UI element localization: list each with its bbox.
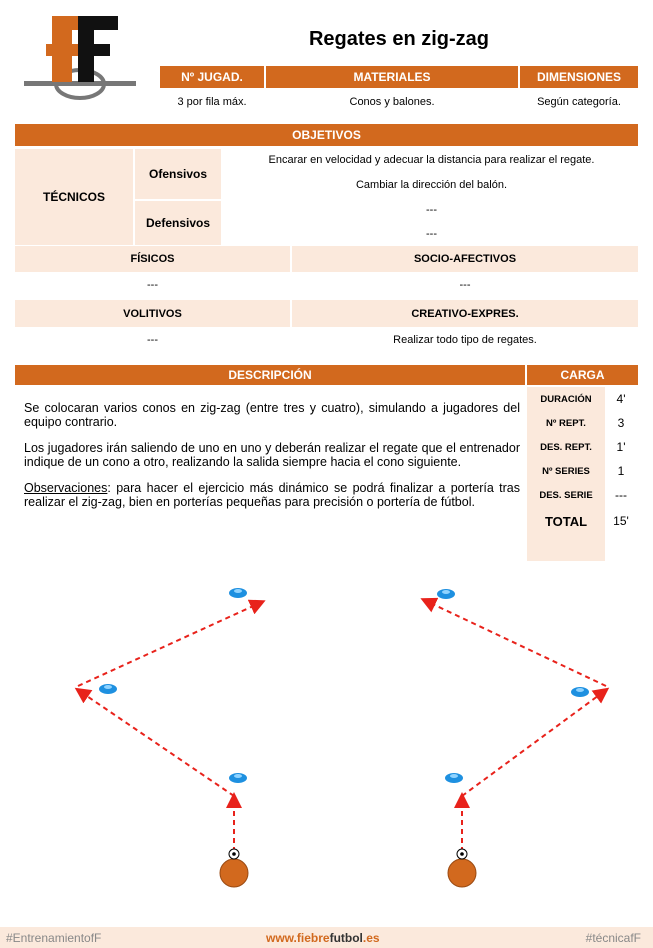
header-materiales: MATERIALES xyxy=(266,66,518,88)
carga-label-total: TOTAL xyxy=(544,513,588,529)
cone-icon xyxy=(99,684,117,694)
creativo-label: CREATIVO-EXPRES. xyxy=(292,300,638,327)
cone-icon xyxy=(445,773,463,783)
socio-label: SOCIO-AFECTIVOS xyxy=(292,246,638,272)
carga-value: 1' xyxy=(616,440,626,454)
ofensivos-line-1: Encarar en velocidad y adecuar la distancia para realizar el regate. xyxy=(268,154,595,166)
cone-icon xyxy=(229,588,247,598)
tecnicos-label: TÉCNICOS xyxy=(15,149,133,245)
volitivos-value: --- xyxy=(147,334,158,346)
carga-value: --- xyxy=(615,488,627,502)
observaciones-label: Observaciones xyxy=(24,481,108,495)
header-dimensiones: DIMENSIONES xyxy=(520,66,638,88)
page-title: Regates en zig-zag xyxy=(308,28,490,50)
descripcion-p1: Se colocaran varios conos en zig-zag (entre tres y cuatro), simulando a jugadores del equipo contrario. xyxy=(24,401,520,429)
defensivos-line-1: --- xyxy=(426,204,437,216)
player-icon xyxy=(448,849,476,887)
fisicos-label: FÍSICOS xyxy=(15,246,290,272)
carga-table xyxy=(527,387,638,561)
carga-label: DES. REPT. xyxy=(540,441,592,453)
drill-diagram xyxy=(0,570,653,900)
carga-value: 4' xyxy=(616,392,626,406)
player-icon xyxy=(220,849,248,887)
players xyxy=(220,849,476,887)
descripcion-header: DESCRIPCIÓN xyxy=(15,365,525,385)
carga-label: Nº SERIES xyxy=(542,465,590,477)
fisicos-value: --- xyxy=(147,279,158,291)
carga-value: 1 xyxy=(617,464,625,478)
cone-icon xyxy=(437,589,455,599)
footer-website-c: .es xyxy=(362,931,380,945)
carga-label: DURACIÓN xyxy=(540,393,592,405)
descripcion-body xyxy=(24,401,520,521)
ofensivos-line-2: Cambiar la dirección del balón. xyxy=(355,179,508,191)
footer-website xyxy=(266,931,380,945)
carga-row xyxy=(527,483,637,507)
cone-icon xyxy=(571,687,589,697)
carga-row xyxy=(527,411,637,435)
volitivos-label: VOLITIVOS xyxy=(15,300,290,327)
defensivos-line-2: --- xyxy=(426,228,437,240)
value-materiales: Conos y balones. xyxy=(349,96,435,108)
carga-row xyxy=(527,387,637,411)
objetivos-header: OBJETIVOS xyxy=(15,124,638,146)
carga-label: Nº REPT. xyxy=(546,417,586,429)
carga-row xyxy=(527,435,637,459)
header-jugadores: Nº JUGAD. xyxy=(160,66,264,88)
carga-header: CARGA xyxy=(527,365,638,385)
descripcion-p2: Los jugadores irán saliendo de uno en uno y deberán realizar el regate que el entrenador indique de un cono a otro, realizando la salida siempre hacia el cono siguiente. xyxy=(24,441,520,469)
carga-value: 3 xyxy=(617,416,625,430)
cone-icon xyxy=(229,773,247,783)
carga-row-total xyxy=(527,509,637,533)
carga-row xyxy=(527,459,637,483)
logo xyxy=(22,12,140,116)
footer-website-b: futbol xyxy=(329,931,363,945)
descripcion-obs xyxy=(24,481,520,509)
footer-hashtag-right: #técnicafF xyxy=(585,931,641,945)
value-jugadores: 3 por fila máx. xyxy=(177,96,247,108)
logo-graphic xyxy=(22,12,140,116)
footer-hashtag-left: #EntrenamientofF xyxy=(6,931,102,945)
observaciones-text: : para hacer el ejercicio más dinámico se podrá finalizar a portería tras realizar el zig-zag, bien en porterías pequeñas para precisión o portería de fútbol. xyxy=(24,481,520,509)
footer-website-a: www.fiebre xyxy=(266,931,330,945)
creativo-value: Realizar todo tipo de regates. xyxy=(393,334,537,346)
diagram-svg xyxy=(0,570,653,900)
ofensivos-label: Ofensivos xyxy=(135,149,221,199)
carga-value-total: 15' xyxy=(613,514,629,528)
value-dimensiones: Según categoría. xyxy=(537,96,621,108)
defensivos-label: Defensivos xyxy=(135,201,221,245)
footer xyxy=(0,927,653,948)
carga-label: DES. SERIE xyxy=(539,489,593,501)
socio-value: --- xyxy=(459,279,471,291)
dribble-arrows xyxy=(78,600,606,852)
